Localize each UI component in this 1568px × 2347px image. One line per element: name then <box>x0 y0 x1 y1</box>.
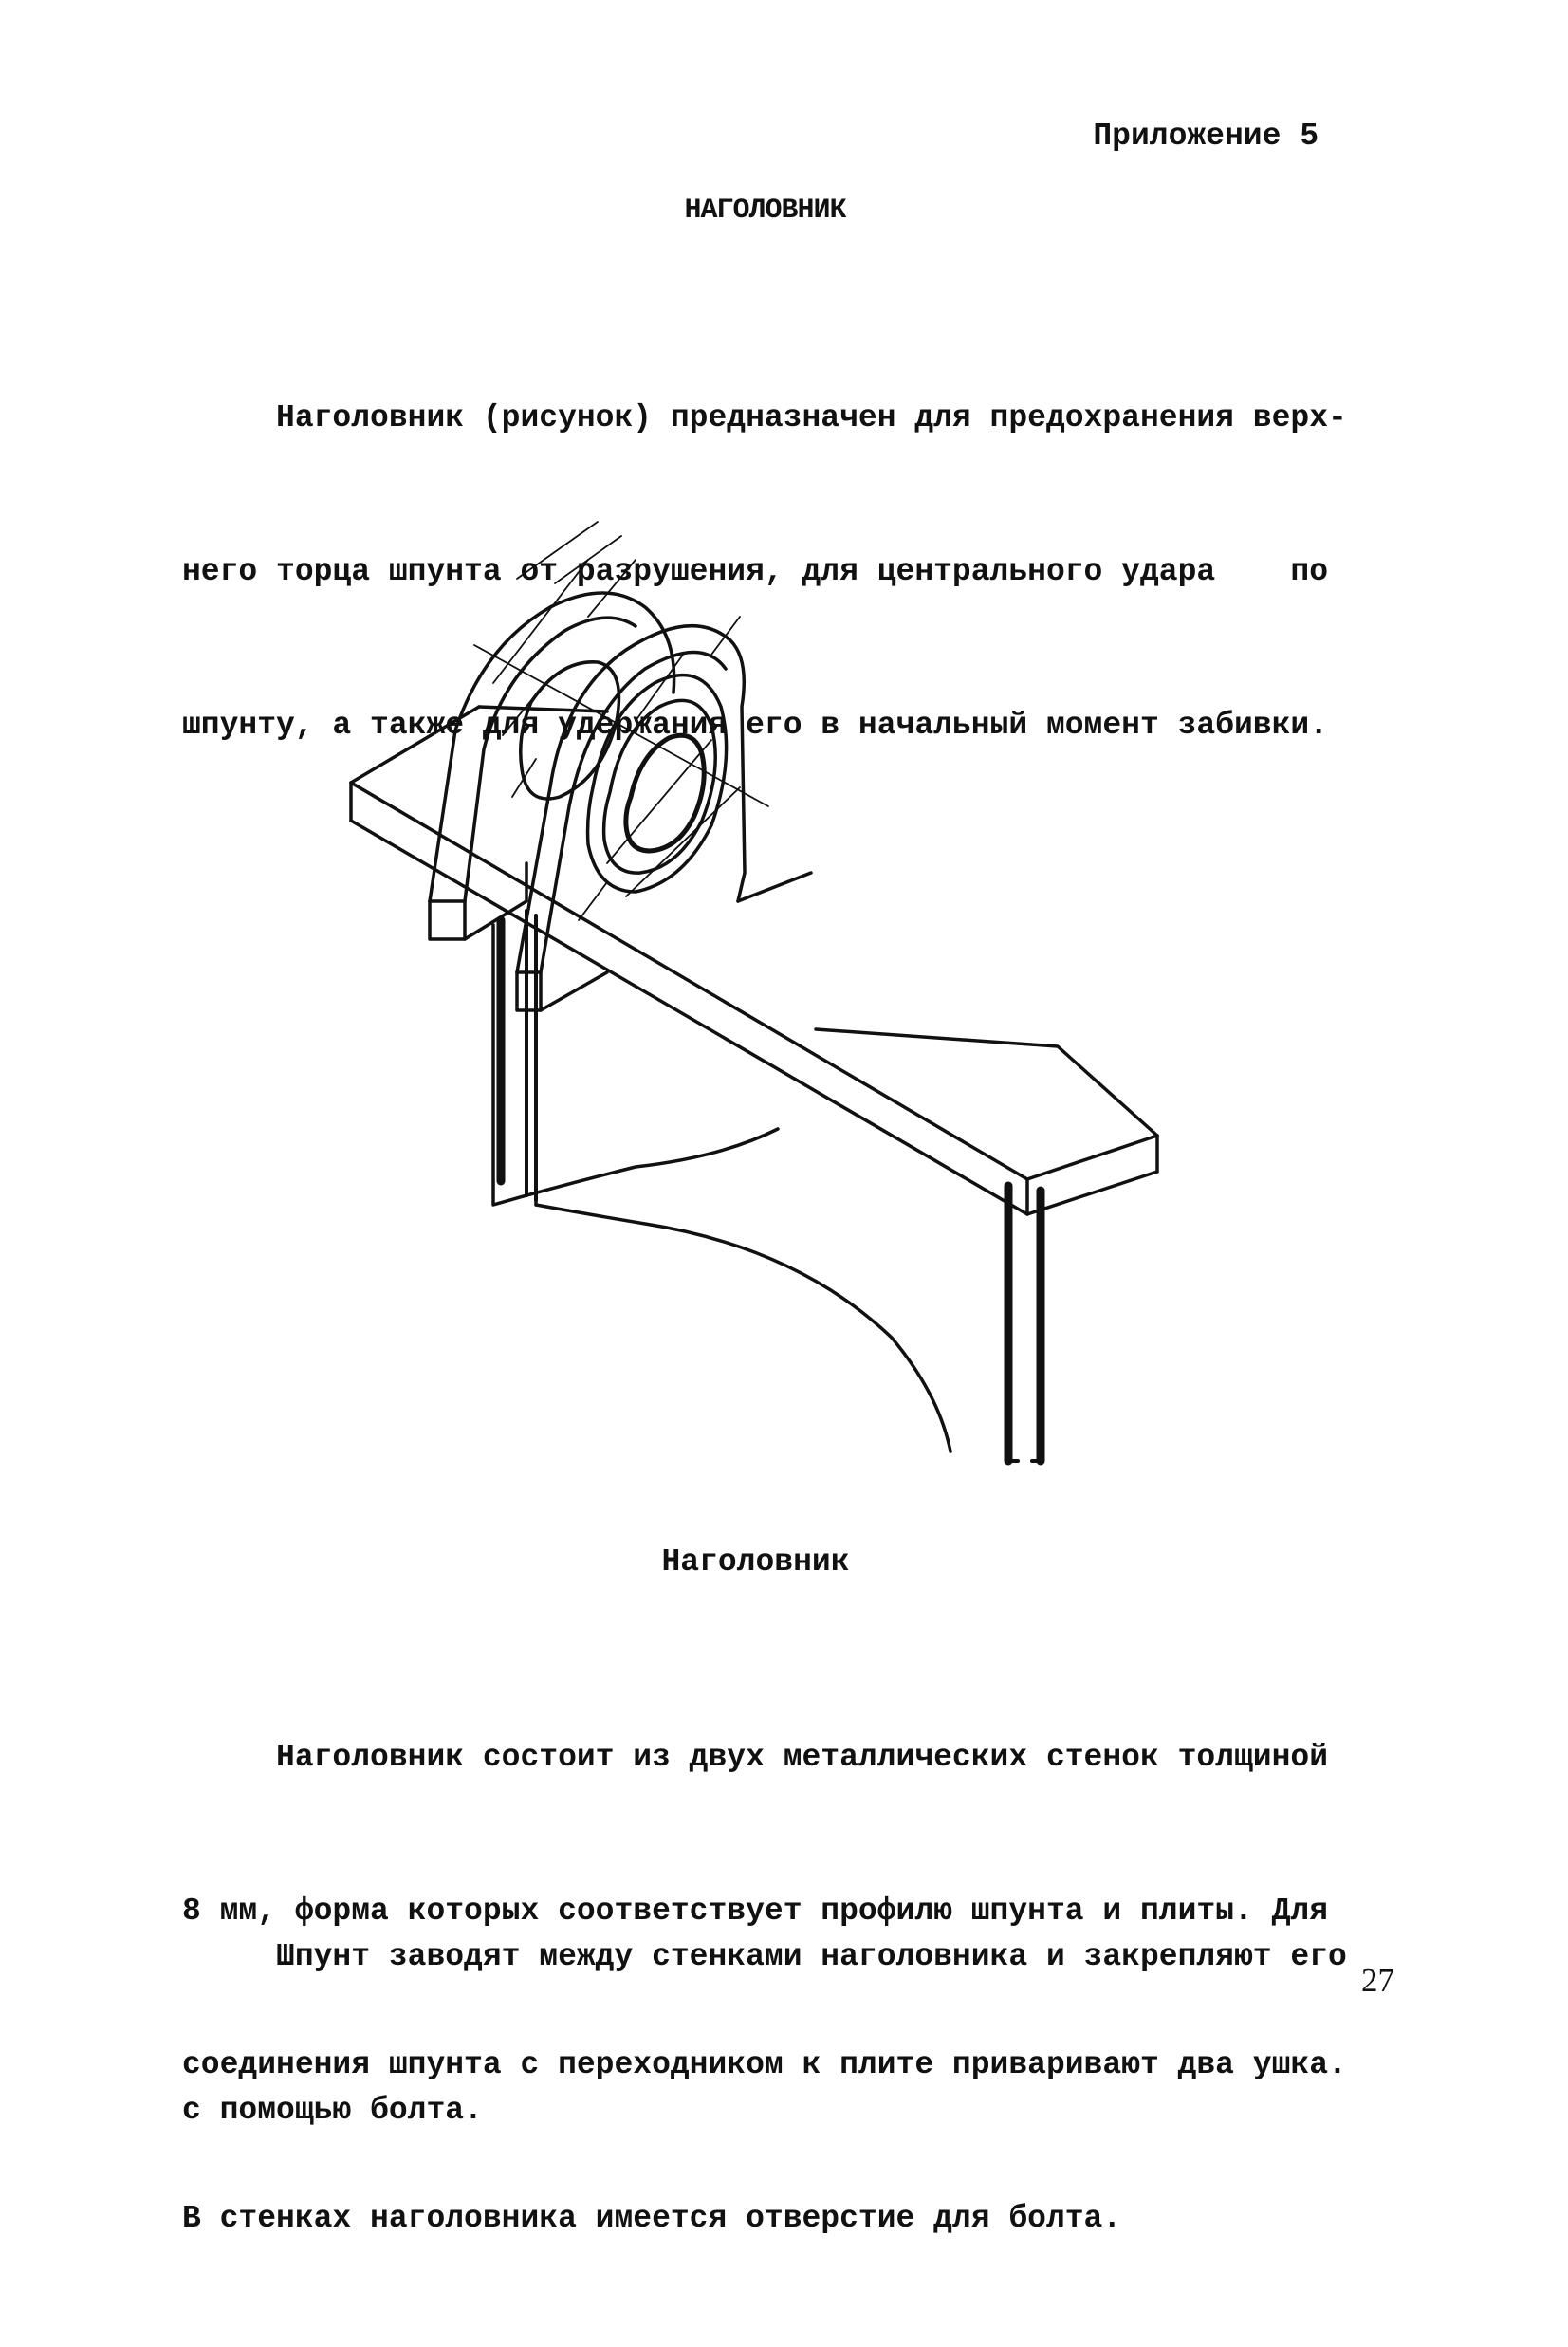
paragraph-line: с помощью болта. <box>182 2093 483 2128</box>
paragraph-line: В стенках наголовника имеется отверстие для болта. <box>182 2201 1122 2236</box>
page-number: 27 <box>1361 1962 1394 1999</box>
front-ear <box>517 626 811 1010</box>
right-wall-legs <box>1008 1186 1041 1461</box>
paragraph-line: Шпунт заводят между стенками наголовника и закрепляют его <box>182 1939 1347 1974</box>
figure-caption: Наголовник <box>661 1544 850 1580</box>
paragraph-line: Наголовник состоит из двух металлических стенок толщиной <box>182 1740 1328 1775</box>
appendix-label: Приложение 5 <box>1093 119 1319 154</box>
paragraph-line: Наголовник (рисунок) предназначен для предохранения верх- <box>182 400 1347 435</box>
paragraph-line: 8 мм, форма которых соответствует профилю шпунта и плиты. Для <box>182 1894 1328 1929</box>
paragraph-line: шпунту, а также для удержания его в начальный момент забивки. <box>182 708 1328 743</box>
paragraph-line: него торца шпунта от разрушения, для центрального удара по <box>182 554 1328 589</box>
closing-paragraph <box>182 1829 1396 2239</box>
page-title: НАГОЛОВНИК <box>684 194 846 227</box>
technical-drawing <box>323 503 1176 1518</box>
main-wall <box>536 958 950 1451</box>
paragraph-line: соединения шпунта с переходником к плите приваривают два ушка. <box>182 2047 1347 2082</box>
